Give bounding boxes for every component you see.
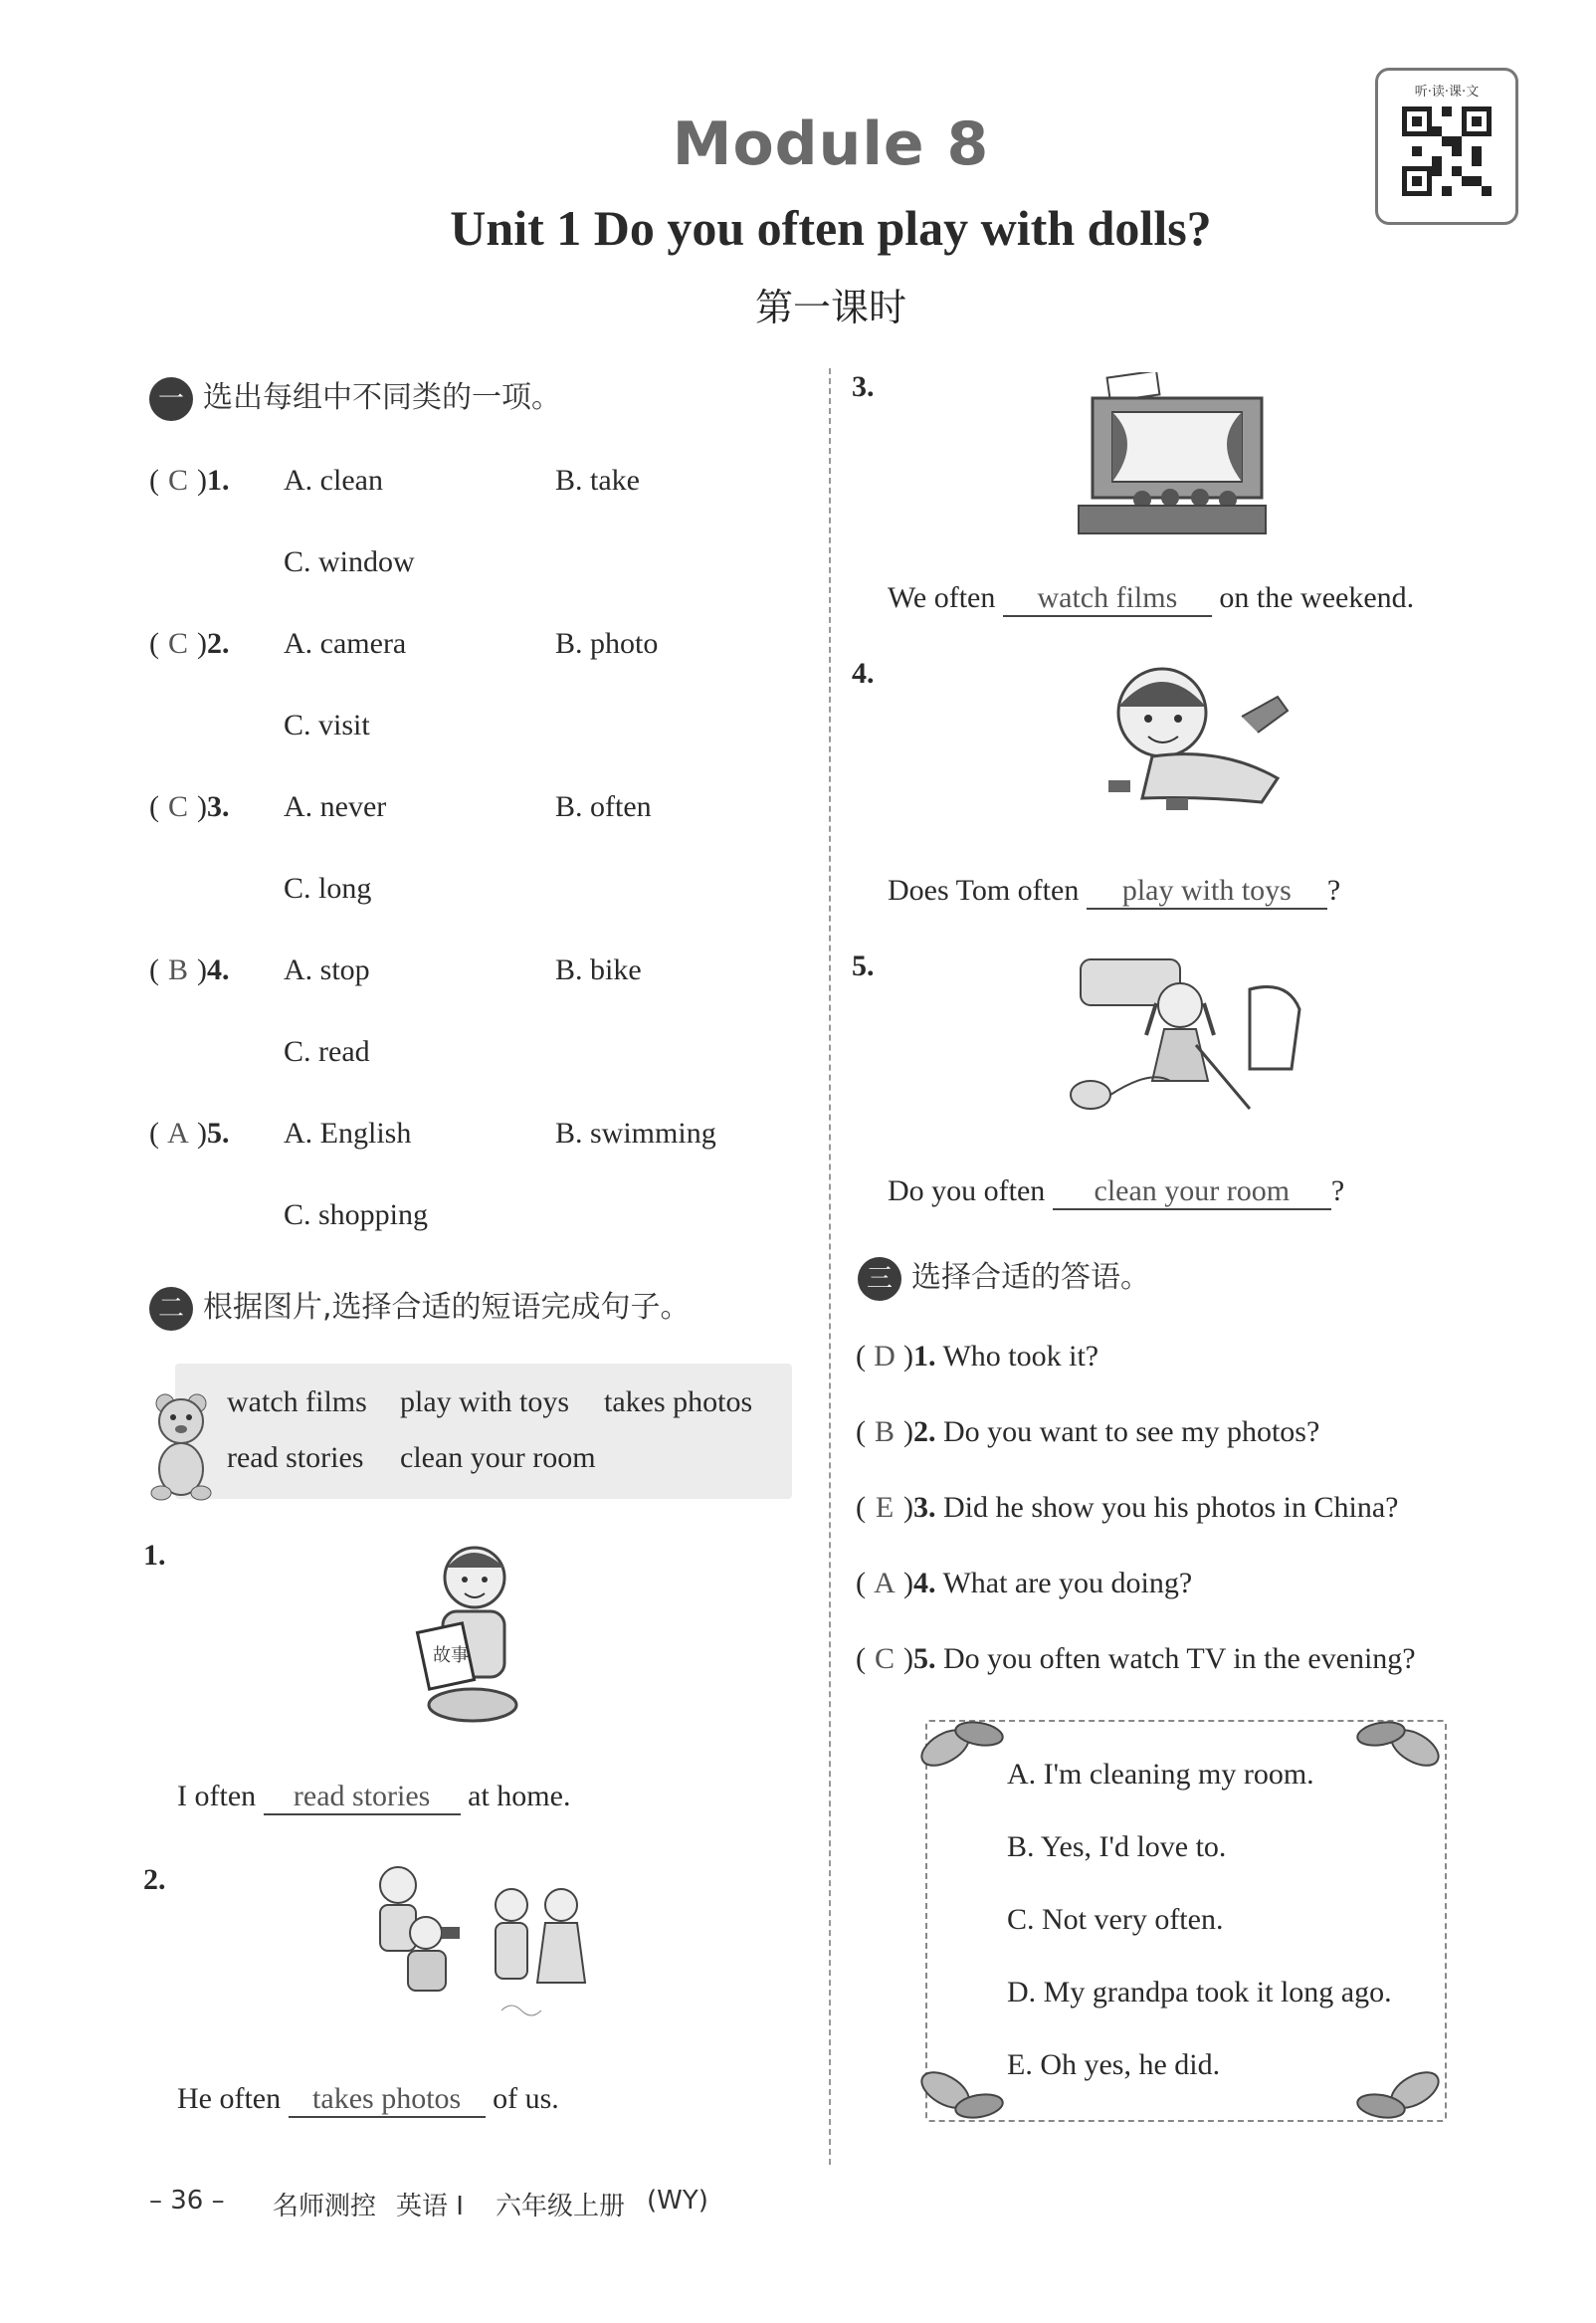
s2-sentence-3-after: on the weekend. xyxy=(1219,581,1415,614)
s3-question-3: ( E )3. Did he show you his photos in China? xyxy=(856,1491,1399,1524)
s3-answer-5[interactable]: C xyxy=(874,1642,895,1675)
boy-playing-toys-illustration xyxy=(1083,657,1292,822)
girl-cleaning-illustration xyxy=(1061,950,1309,1121)
word-bank-item: read stories xyxy=(227,1441,364,1474)
choice-e: E. Oh yes, he did. xyxy=(1007,2048,1221,2081)
s1-option-5c: C. shopping xyxy=(284,1198,429,1231)
s1-option-3b: B. often xyxy=(555,790,652,823)
word-bank xyxy=(175,1364,792,1499)
choice-d: D. My grandpa took it long ago. xyxy=(1007,1976,1392,2008)
s3-answer-2[interactable]: B xyxy=(874,1415,895,1448)
s2-sentence-3-before: We often xyxy=(888,581,996,614)
module-title: Module 8 xyxy=(672,109,990,179)
s1-num-4: 4. xyxy=(207,953,230,986)
s1-num-5: 5. xyxy=(207,1117,230,1150)
s2-sentence-4 xyxy=(888,874,1340,910)
s1-question-4: ( B )4. xyxy=(149,953,230,986)
cinema-illustration xyxy=(1073,372,1272,537)
s3-text-5: Do you often watch TV in the evening? xyxy=(943,1642,1416,1675)
s1-option-1a: A. clean xyxy=(284,464,383,497)
word-bank-item: play with toys xyxy=(400,1385,569,1418)
leaf-icon xyxy=(1349,1712,1445,1782)
s3-text-4: What are you doing? xyxy=(942,1567,1193,1599)
footer-grade: 六年级上册 xyxy=(496,2192,626,2221)
s3-text-3: Did he show you his photos in China? xyxy=(943,1491,1399,1524)
s2-sentence-2-before: He often xyxy=(177,2082,282,2115)
s3-question-5: ( C )5. Do you often watch TV in the evening? xyxy=(856,1642,1416,1675)
s1-answer-1[interactable]: C xyxy=(167,464,188,497)
choice-b: B. Yes, I'd love to. xyxy=(1007,1830,1227,1863)
word-bank-item: watch films xyxy=(227,1385,367,1418)
s3-answer-1[interactable]: D xyxy=(874,1340,896,1373)
section2-heading xyxy=(149,1282,691,1331)
s1-option-4b: B. bike xyxy=(555,953,642,986)
s1-answer-5[interactable]: A xyxy=(167,1117,189,1150)
s2-sentence-3 xyxy=(888,581,1414,617)
s2-sentence-5-before: Do you often xyxy=(888,1174,1046,1207)
s1-option-3a: A. never xyxy=(284,790,387,823)
s1-option-2a: A. camera xyxy=(284,627,407,660)
s3-text-2: Do you want to see my photos? xyxy=(943,1415,1320,1448)
qr-label: 听·读·课·文 xyxy=(1414,85,1480,100)
footer-subject: 英语 I xyxy=(396,2192,464,2221)
s2-sentence-5-after: ? xyxy=(1330,1174,1345,1207)
section1-heading xyxy=(149,372,561,421)
s2-sentence-4-before: Does Tom often xyxy=(888,874,1080,907)
s2-sentence-5 xyxy=(888,1174,1344,1210)
s2-item-4-number: 4. xyxy=(852,657,875,690)
s1-answer-2[interactable]: C xyxy=(167,627,188,660)
footer-edition: (WY) xyxy=(647,2186,708,2216)
s1-answer-4[interactable]: B xyxy=(167,953,188,986)
word-bank-item: clean your room xyxy=(400,1441,596,1474)
s2-blank-3[interactable]: watch films xyxy=(1003,581,1212,617)
s1-option-2c: C. visit xyxy=(284,709,370,741)
s1-question-3: ( C )3. xyxy=(149,790,230,823)
s1-answer-3[interactable]: C xyxy=(167,790,188,823)
s1-option-1c: C. window xyxy=(284,545,415,578)
s2-blank-5[interactable]: clean your room xyxy=(1053,1174,1331,1210)
leaf-icon xyxy=(915,2056,1011,2126)
section3-title: 选择合适的答语。 xyxy=(911,1260,1150,1295)
qr-code-box[interactable] xyxy=(1375,68,1518,225)
s2-sentence-2-after: of us. xyxy=(493,2082,559,2115)
s1-question-5: ( A )5. xyxy=(149,1117,230,1150)
teddy-bear-icon xyxy=(145,1389,217,1501)
s1-question-2: ( C )2. xyxy=(149,627,230,660)
choice-a: A. I'm cleaning my room. xyxy=(1007,1758,1314,1791)
s1-num-3: 3. xyxy=(207,790,230,823)
choice-c: C. Not very often. xyxy=(1007,1903,1224,1936)
s3-answer-4[interactable]: A xyxy=(874,1567,896,1599)
s1-question-1: ( C )1. xyxy=(149,464,230,497)
s1-option-4c: C. read xyxy=(284,1035,370,1068)
leaf-icon xyxy=(915,1712,1011,1782)
page-number: – 36 – xyxy=(149,2186,225,2216)
section1-number: 一 xyxy=(149,377,193,421)
svg-text:故事: 故事 xyxy=(433,1645,469,1666)
s2-blank-4[interactable]: play with toys xyxy=(1087,874,1327,910)
s1-option-5b: B. swimming xyxy=(555,1117,716,1150)
s2-sentence-1-after: at home. xyxy=(468,1780,571,1812)
s3-num-4: 4. xyxy=(913,1567,936,1599)
word-bank-item: takes photos xyxy=(604,1385,753,1418)
s1-option-3c: C. long xyxy=(284,872,372,905)
s3-text-1: Who took it? xyxy=(942,1340,1099,1373)
s2-sentence-4-after: ? xyxy=(1326,874,1341,907)
s1-option-5a: A. English xyxy=(284,1117,412,1150)
section3-number: 三 xyxy=(858,1257,901,1301)
s3-question-4: ( A )4. What are you doing? xyxy=(856,1567,1193,1599)
s2-item-1-number: 1. xyxy=(143,1539,166,1572)
s2-item-3-number: 3. xyxy=(852,370,875,403)
s1-option-2b: B. photo xyxy=(555,627,659,660)
s3-num-1: 1. xyxy=(913,1340,936,1373)
s1-option-1b: B. take xyxy=(555,464,640,497)
s2-sentence-1 xyxy=(177,1780,570,1815)
section3-heading xyxy=(858,1252,1150,1301)
s3-num-5: 5. xyxy=(913,1642,936,1675)
footer-book: 名师测控 xyxy=(273,2192,377,2221)
s1-option-4a: A. stop xyxy=(284,953,370,986)
s3-answer-3[interactable]: E xyxy=(875,1491,895,1524)
s2-item-2-number: 2. xyxy=(143,1863,166,1896)
s2-blank-2[interactable]: takes photos xyxy=(289,2082,486,2118)
s3-num-2: 2. xyxy=(913,1415,936,1448)
qr-code-icon xyxy=(1402,106,1492,196)
s2-sentence-1-before: I often xyxy=(177,1780,257,1812)
section2-title: 根据图片,选择合适的短语完成句子。 xyxy=(203,1290,691,1325)
s1-num-1: 1. xyxy=(207,464,230,497)
s3-question-2: ( B )2. Do you want to see my photos? xyxy=(856,1415,1320,1448)
leaf-icon xyxy=(1349,2056,1445,2126)
s3-num-3: 3. xyxy=(913,1491,936,1524)
column-divider xyxy=(829,368,831,2165)
s2-item-5-number: 5. xyxy=(852,950,875,982)
s2-blank-1[interactable]: read stories xyxy=(264,1780,461,1815)
s1-num-2: 2. xyxy=(207,627,230,660)
section1-title: 选出每组中不同类的一项。 xyxy=(203,380,561,415)
taking-photos-illustration xyxy=(362,1861,617,2026)
lesson-title: 第一课时 xyxy=(754,286,906,329)
section2-number: 二 xyxy=(149,1287,193,1331)
unit-title: Unit 1 Do you often play with dolls? xyxy=(450,200,1212,256)
s3-question-1: ( D )1. Who took it? xyxy=(856,1340,1099,1373)
boy-reading-illustration xyxy=(413,1538,532,1727)
s2-sentence-2 xyxy=(177,2082,559,2118)
